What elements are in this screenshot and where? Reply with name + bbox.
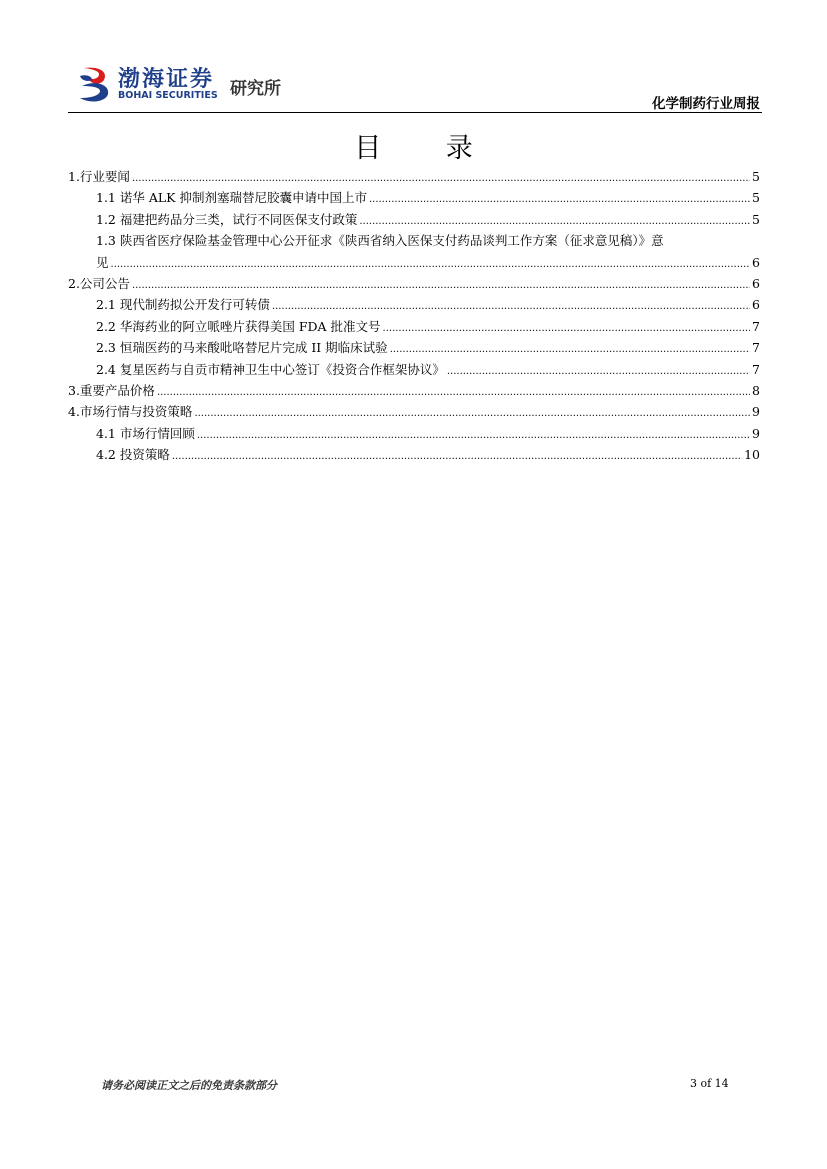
footer-disclaimer: 请务必阅读正文之后的免责条款部分 [101,1079,277,1092]
dot-leader [157,380,750,403]
toc-page-number: 7 [752,318,760,334]
dot-leader [111,252,751,275]
page-header [70,60,762,112]
toc-entry-text: 2.3 恒瑞医药的马来酸吡咯替尼片完成 II 期临床试验 [96,340,388,356]
toc-entry-1-3-line2[interactable] [68,252,760,273]
logo-english-name: BOHAI SECURITIES [118,90,218,101]
toc-title: 目 录 [354,133,501,164]
toc-entry-text: 2.4 复星医药与自贡市精神卫生中心签订《投资合作框架协议》 [96,361,445,377]
toc-entry-2[interactable] [68,273,760,294]
toc-entry-text: 1.1 诺华 ALK 抑制剂塞瑞替尼胶囊申请中国上市 [96,190,367,206]
bohai-logo-icon [78,64,112,104]
toc-entry-3[interactable] [68,380,760,401]
dot-leader [369,187,750,210]
toc-entry-text: 3.重要产品价格 [68,382,155,398]
toc-entry-text: 1.2 福建把药品分三类，试行不同医保支付政策 [96,211,358,227]
toc-entry-text: 4.2 投资策略 [96,447,170,463]
toc-entry-4-1[interactable] [68,423,760,444]
dot-leader [390,337,750,360]
header-divider [68,112,762,113]
toc-page-number: 5 [752,169,760,184]
report-type-label: 化学制药行业周报 [652,96,760,112]
dot-leader [447,359,750,382]
toc-entry-1[interactable] [68,166,760,187]
toc-entry-2-3[interactable] [68,337,760,358]
toc-page-number: 9 [752,404,760,420]
toc-page-number: 5 [752,190,760,206]
dot-leader [272,294,750,317]
toc-entry-2-4[interactable] [68,359,760,380]
institute-label: 研究所 [230,79,281,99]
dot-leader [132,273,750,296]
toc-entry-1-1[interactable] [68,187,760,208]
toc-page-number: 7 [752,361,760,377]
toc-page-number: 10 [744,447,760,463]
dot-leader [194,401,750,424]
dot-leader [132,166,750,189]
toc-entry-text: 2.2 华海药业的阿立哌唑片获得美国 FDA 批准文号 [96,318,381,334]
toc-entry-text: 2.1 现代制药拟公开发行可转债 [96,297,270,313]
logo-chinese-name: 渤海证券 [118,67,215,92]
toc-page-number: 5 [752,211,760,227]
toc-entry-text: 见 [96,254,109,270]
toc-entry-4[interactable] [68,401,760,422]
toc-page-number: 6 [752,275,760,291]
toc-page-number: 8 [752,382,760,398]
dot-leader [359,209,750,232]
toc-page-number: 9 [752,425,760,441]
toc-page-number: 6 [752,254,760,270]
toc-entry-text: 2.公司公告 [68,275,130,291]
footer-page-number: 3 of 14 [690,1077,729,1090]
toc-entry-1-2[interactable] [68,209,760,230]
toc-entry-2-1[interactable] [68,294,760,315]
dot-leader [197,423,750,446]
toc-entry-text: 4.市场行情与投资策略 [68,404,193,420]
toc-entry-1-3-line1[interactable]: 1.3 陕西省医疗保险基金管理中心公开征求《陕西省纳入医保支付药品谈判工作方案（征求意见稿）》意 [96,233,664,249]
toc-entry-4-2[interactable] [68,444,760,465]
toc-page-number: 6 [752,297,760,313]
toc-entry-2-2[interactable] [68,316,760,337]
toc-entry-text: 4.1 市场行情回顾 [96,425,195,441]
table-of-contents [68,166,760,465]
toc-entry-text: 1.行业要闻 [68,169,130,184]
toc-page-number: 7 [752,340,760,356]
dot-leader [383,316,751,339]
dot-leader [172,444,742,467]
